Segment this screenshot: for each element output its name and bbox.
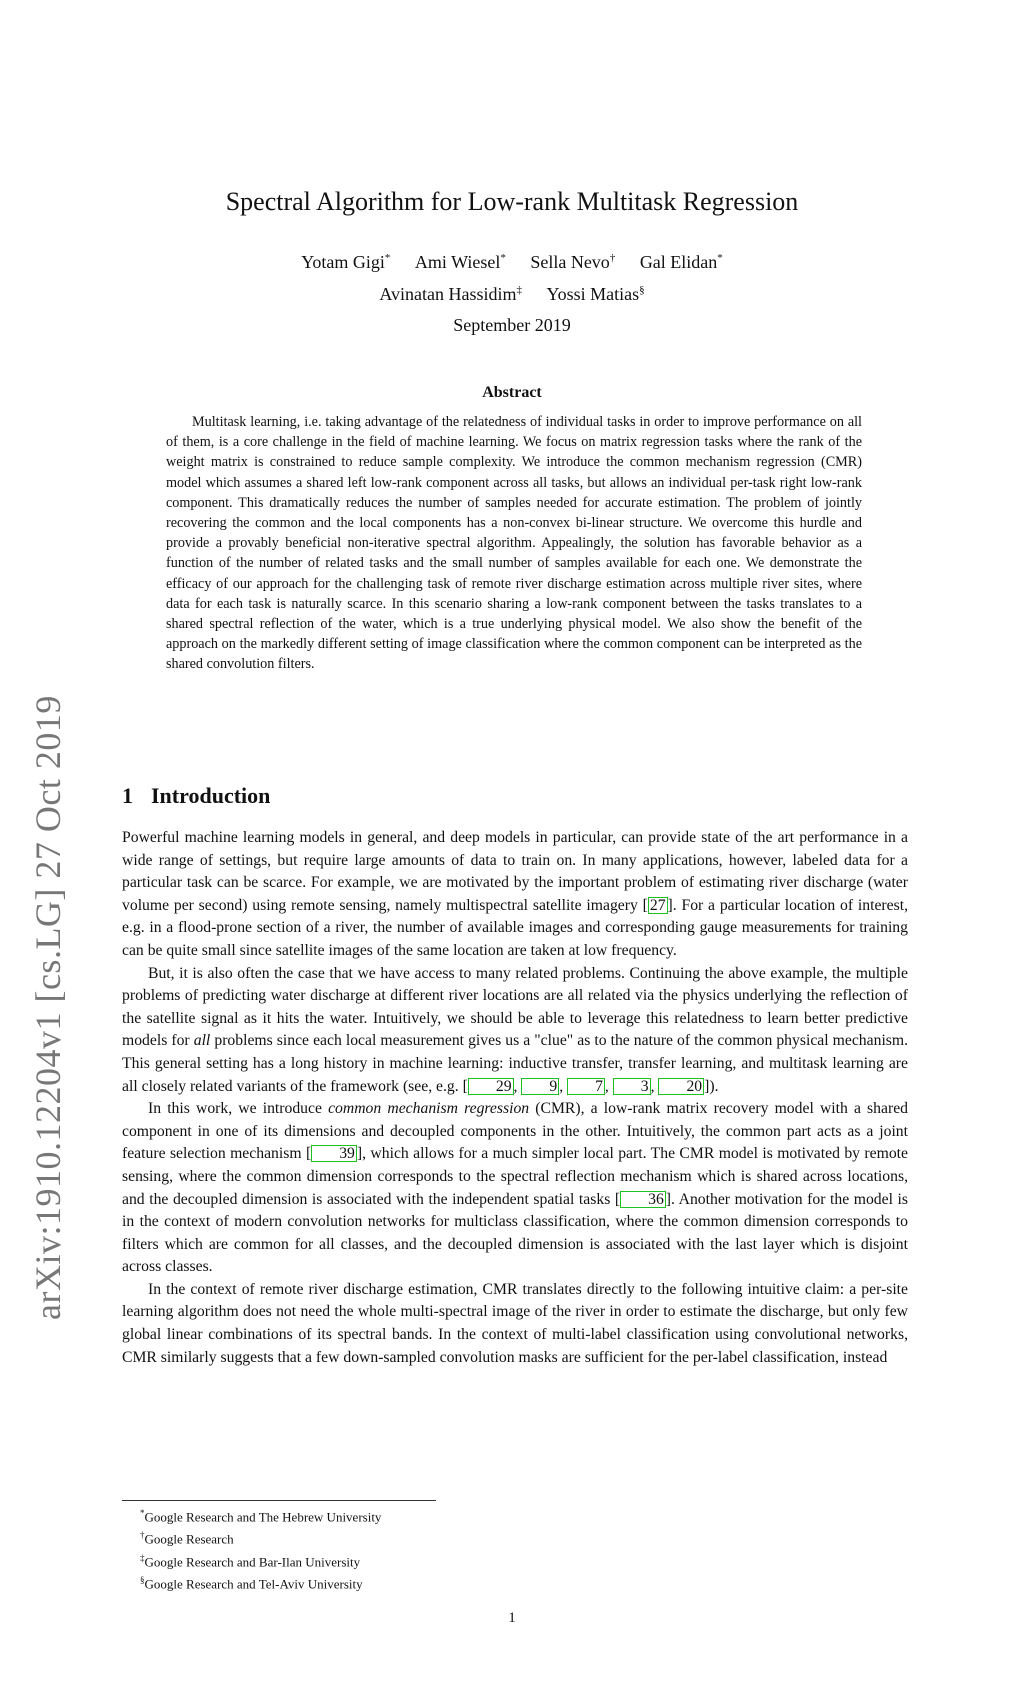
footnote: §Google Research and Tel-Aviv University bbox=[140, 1574, 363, 1592]
section-heading-introduction: 1 Introduction bbox=[122, 783, 271, 808]
citation-link[interactable]: 36 bbox=[620, 1191, 666, 1208]
author: Yossi Matias§ bbox=[546, 284, 645, 304]
author: Gal Elidan* bbox=[639, 252, 723, 272]
introduction-body bbox=[122, 827, 908, 1369]
footnote: *Google Research and The Hebrew University bbox=[140, 1508, 382, 1525]
abstract-heading: Abstract bbox=[482, 384, 542, 401]
citation-link[interactable]: 39 bbox=[311, 1145, 357, 1162]
footnote-rule bbox=[122, 1500, 436, 1501]
paragraph: But, it is also often the case that we have access to many related problems. Continuing the above example, the multiple problems of predicting water discharge at different river locations are all related via the physics underlying the reflection of the satellite signal as it hits the water. Intuitively, we should be able to leverage this relatedness to learn better predictive models for all problems since each local measurement gives us a "clue" as to the nature of the common physical mechanism. This general setting has a long history in machine learning: inductive transfer, transfer learning, and multitask learning are all closely related variants of the framework (see, e.g. [ 29 , 9 , 7 , 3 , 20 ]). bbox=[122, 964, 909, 1095]
author: Yotam Gigi* bbox=[301, 252, 391, 272]
paragraph: In the context of remote river discharge estimation, CMR translates directly to the following intuitive claim: a per-site learning algorithm does not need the whole multi-spectral image of the river in order to estimate the discharge, but only few global linear combinations of its spectral bands. In the context of multi-label classification using convolutional networks, CMR similarly suggests that a few down-sampled convolution masks are sufficient for the per-label classification, instead bbox=[122, 1280, 908, 1366]
citation-link[interactable]: 9 bbox=[521, 1078, 559, 1095]
footnotes bbox=[140, 1504, 381, 1593]
author: Ami Wiesel* bbox=[414, 252, 506, 272]
author: Avinatan Hassidim‡ bbox=[379, 284, 522, 304]
footnote: †Google Research bbox=[140, 1530, 234, 1547]
citation-link[interactable]: 27 bbox=[649, 896, 666, 914]
paragraph: In this work, we introduce common mechanism regression (CMR), a low-rank matrix recovery model with a shared component in one of its dimensions and decoupled components in the other. Intuitively, the common part acts as a joint feature selection mechanism [ 39 ], which allows for a much simpler local part. The CMR model is motivated by remote sensing, where the common dimension corresponds to the spectral reflection mechanism which is shared across locations, and the decoupled dimension is associated with the independent spatial tasks [ 36 ]. Another motivation for the model is in the context of modern convolution networks for multiclass classification, where the common dimension corresponds to filters which are common for all classes, and the decoupled dimension is associated with the last layer which is disjoint across classes. bbox=[122, 1100, 908, 1276]
page-number: 1 bbox=[508, 1610, 516, 1626]
paragraph: Powerful machine learning models in general, and deep models in particular, can provide state of the art performance in a wide range of settings, but require large amounts of data to train on. In many applications, however, labeled data for a particular task can be scarce. For example, we are motivated by the important problem of estimating river discharge (water volume per second) using remote sensing, namely multispectral satellite imagery [ 27 ]. For a particular location of interest, e.g. in a flood-prone section of a river, the number of available images and corresponding gauge measurements for training can be quite small since satellite images of the same location are taken at low frequency. bbox=[122, 829, 908, 959]
paper-date: September 2019 bbox=[453, 315, 571, 335]
author-line-1 bbox=[0, 244, 1024, 276]
footnote: ‡Google Research and Bar-Ilan University bbox=[140, 1552, 361, 1569]
author-list bbox=[0, 244, 1024, 308]
citation-link[interactable]: 3 bbox=[613, 1078, 651, 1095]
citation-link[interactable]: 20 bbox=[658, 1078, 704, 1095]
citation-link[interactable]: 7 bbox=[567, 1078, 605, 1095]
author-line-2 bbox=[0, 276, 1024, 308]
citation-link[interactable]: 29 bbox=[468, 1078, 514, 1095]
author: Sella Nevo† bbox=[530, 252, 616, 272]
arxiv-sidebar-stamp: arXiv:1910.12204v1 [cs.LG] 27 Oct 2019 bbox=[28, 695, 68, 1320]
abstract-text: Multitask learning, i.e. taking advantage of the relatedness of individual tasks in order to improve performance on all of them, is a core challenge in the field of machine learning. We focus on matrix regression tasks where the rank of the weight matrix is constrained to reduce sample complexity. We introduce the common mechanism regression (CMR) model which assumes a shared left low-rank component across all tasks, but allows an individual per-task right low-rank component. This dramatically reduces the number of samples needed for accurate estimation. The problem of jointly recovering the common and the local components has a non-convex bi-linear structure. We overcome this hurdle and provide a provably beneficial non-iterative spectral algorithm. Appealingly, the solution has favorable behavior as a function of the number of related tasks and the small number of samples available for each one. We demonstrate the efficacy of our approach for the challenging task of remote river discharge estimation across multiple river sites, where data for each task is naturally scarce. In this scenario sharing a low-rank component between the tasks translates to a shared spectral reflection of the water, which is a true underlying physical model. We also show the benefit of the approach on the markedly different setting of image classification where the common component can be interpreted as the shared convolution filters. bbox=[166, 414, 862, 673]
paper-title: Spectral Algorithm for Low-rank Multitask Regression bbox=[225, 187, 799, 216]
